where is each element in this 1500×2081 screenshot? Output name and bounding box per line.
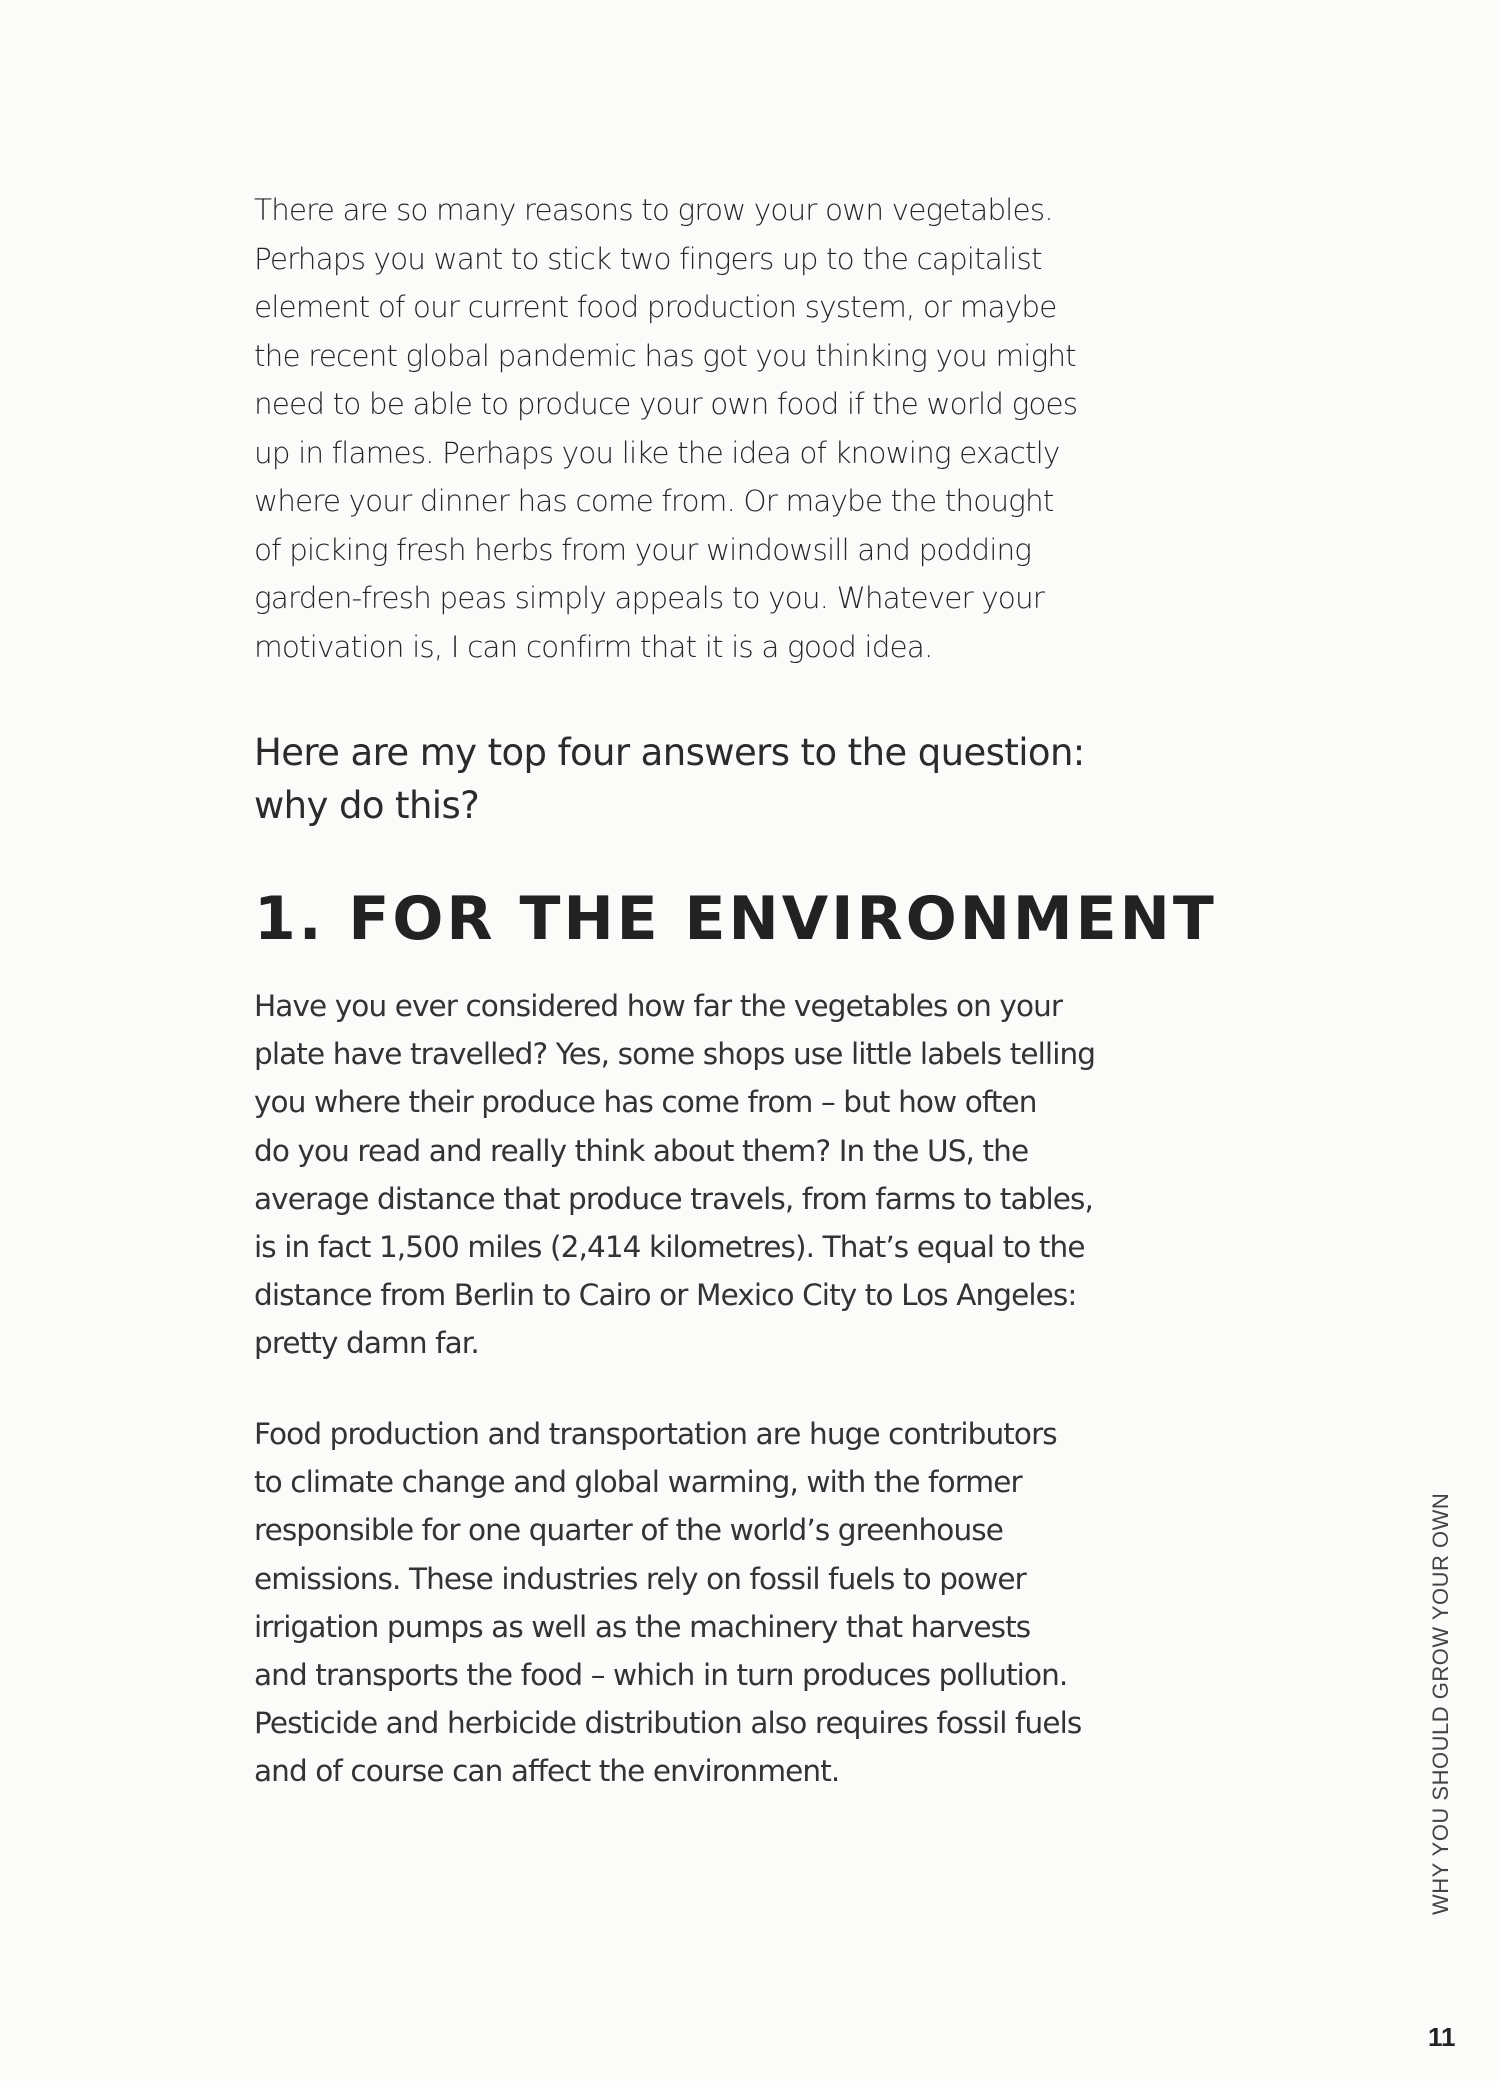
body-paragraph-distance xyxy=(254,982,1095,1368)
text-line: and transports the food – which in turn produces pollution. xyxy=(254,1658,1068,1693)
text-line: to climate change and global warming, with the former xyxy=(254,1465,1022,1500)
subheading xyxy=(254,726,1085,832)
text-line: emissions. These industries rely on fossil fuels to power xyxy=(254,1561,1026,1596)
page-number: 11 xyxy=(1428,2022,1456,2052)
running-header: WHY YOU SHOULD GROW YOUR OWN xyxy=(1428,1492,1453,1915)
text-line: motivation is, I can confirm that it is a good idea. xyxy=(254,629,933,664)
text-line: Have you ever considered how far the vegetables on your xyxy=(254,989,1063,1023)
text-line: garden-fresh peas simply appeals to you. Whatever your xyxy=(254,581,1044,615)
text-line: Here are my top four answers to the question: xyxy=(254,731,1085,774)
text-line: responsible for one quarter of the world’s greenhouse xyxy=(254,1513,1003,1548)
text-line: why do this? xyxy=(254,784,480,827)
text-line: where your dinner has come from. Or maybe the thought xyxy=(254,484,1054,518)
text-line: element of our current food production system, or maybe xyxy=(254,290,1057,324)
text-line: is in fact 1,500 miles (2,414 kilometres). That’s equal to the xyxy=(254,1230,1085,1265)
text-line: There are so many reasons to grow your own vegetables. xyxy=(254,193,1053,227)
text-line: pretty damn far. xyxy=(254,1326,479,1361)
text-line: of picking fresh herbs from your windowsill and podding xyxy=(254,532,1032,567)
text-line: plate have travelled? Yes, some shops use little labels telling xyxy=(254,1037,1096,1072)
text-line: Pesticide and herbicide distribution also requires fossil fuels xyxy=(254,1706,1082,1741)
text-line: the recent global pandemic has got you thinking you might xyxy=(254,338,1076,373)
section-heading: 1. FOR THE ENVIRONMENT xyxy=(254,884,1217,954)
text-line: distance from Berlin to Cairo or Mexico City to Los Angeles: xyxy=(254,1278,1077,1313)
text-line: Food production and transportation are huge contributors xyxy=(254,1417,1057,1451)
text-line: need to be able to produce your own food if the world goes xyxy=(254,387,1078,421)
text-line: irrigation pumps as well as the machinery that harvests xyxy=(254,1609,1031,1644)
text-line: you where their produce has come from – but how often xyxy=(254,1085,1037,1120)
intro-paragraph xyxy=(254,186,1077,671)
text-line: Perhaps you want to stick two fingers up to the capitalist xyxy=(254,241,1042,276)
body-paragraph-emissions xyxy=(254,1410,1081,1796)
text-line: average distance that produce travels, from farms to tables, xyxy=(254,1181,1093,1216)
text-line: up in flames. Perhaps you like the idea of knowing exactly xyxy=(254,435,1060,470)
text-line: do you read and really think about them? In the US, the xyxy=(254,1133,1029,1168)
text-line: and of course can affect the environment. xyxy=(254,1754,840,1789)
